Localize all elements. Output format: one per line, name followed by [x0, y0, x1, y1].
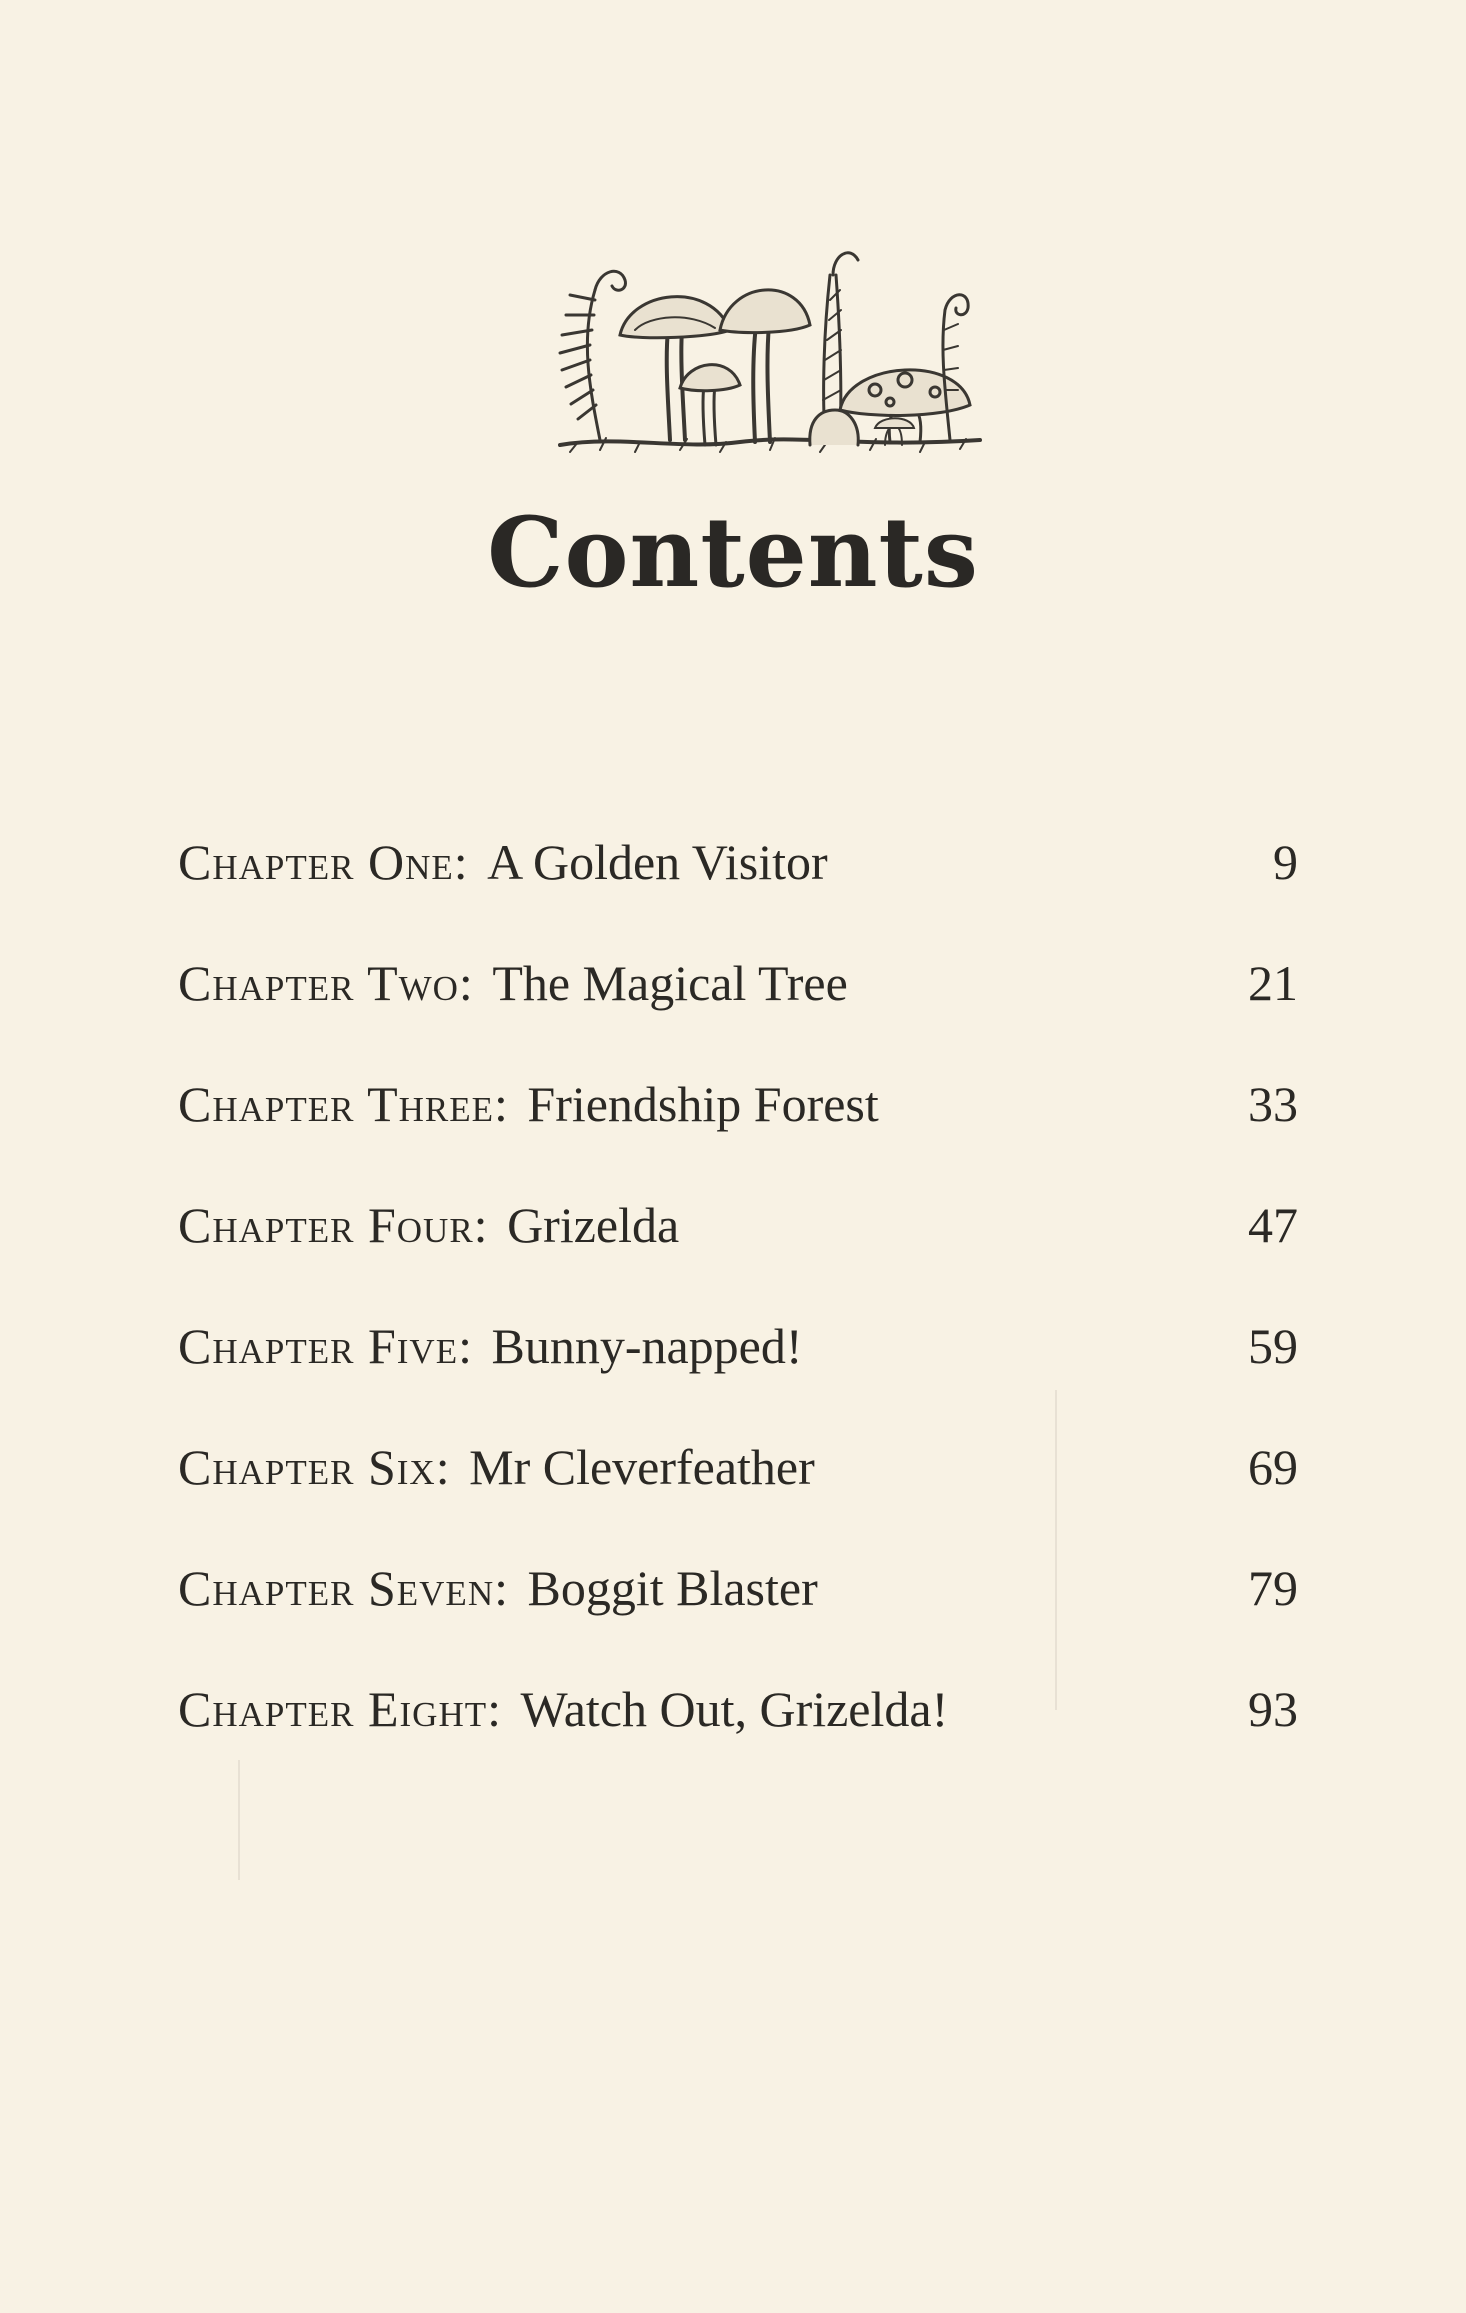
chapter-title: Mr Cleverfeather	[469, 1439, 815, 1495]
toc-entry-6	[178, 1440, 1298, 1561]
chapter-label: Chapter Eight:	[178, 1681, 502, 1737]
chapter-label: Chapter One:	[178, 834, 469, 890]
toc-entry-2	[178, 956, 1298, 1077]
toc-entry-8	[178, 1682, 1298, 1803]
chapter-title: Grizelda	[507, 1197, 680, 1253]
chapter-label: Chapter Seven:	[178, 1560, 509, 1616]
chapter-label: Chapter Six:	[178, 1439, 451, 1495]
page-number: 93	[1248, 1681, 1298, 1737]
page-number: 47	[1248, 1197, 1298, 1253]
chapter-title: Bunny-napped!	[491, 1318, 803, 1374]
page-title: Contents	[487, 496, 979, 609]
toc-entry-4	[178, 1198, 1298, 1319]
page-number: 9	[1273, 834, 1298, 890]
page-number: 33	[1248, 1076, 1298, 1132]
toc-entry-5	[178, 1319, 1298, 1440]
page-number: 59	[1248, 1318, 1298, 1374]
chapter-label: Chapter Five:	[178, 1318, 473, 1374]
toc-entry-7	[178, 1561, 1298, 1682]
chapter-label: Chapter Four:	[178, 1197, 489, 1253]
chapter-title: Boggit Blaster	[527, 1560, 818, 1616]
page-number: 21	[1248, 955, 1298, 1011]
chapter-title: The Magical Tree	[492, 955, 848, 1011]
chapter-title: Watch Out, Grizelda!	[520, 1681, 949, 1737]
chapter-label: Chapter Three:	[178, 1076, 509, 1132]
table-of-contents	[178, 835, 1298, 1803]
chapter-title: A Golden Visitor	[487, 834, 828, 890]
chapter-label: Chapter Two:	[178, 955, 474, 1011]
toc-entry-3	[178, 1077, 1298, 1198]
page-number: 69	[1248, 1439, 1298, 1495]
page-number: 79	[1248, 1560, 1298, 1616]
toc-entry-1	[178, 835, 1298, 956]
chapter-title: Friendship Forest	[527, 1076, 879, 1132]
mushroom-fern-illustration-icon	[540, 220, 1000, 480]
